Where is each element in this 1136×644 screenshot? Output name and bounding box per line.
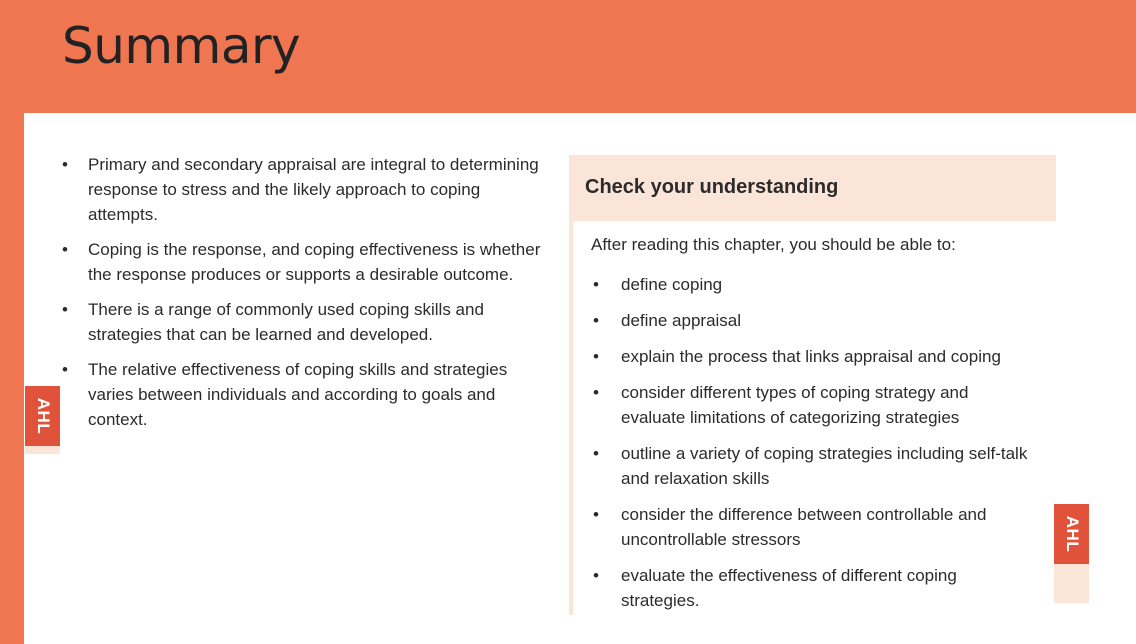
bullet-icon: • xyxy=(62,240,68,259)
ahl-tag-left-marker xyxy=(25,386,60,446)
bullet-icon: • xyxy=(62,360,68,379)
summary-item-text: The relative effectiveness of coping skills and strategies varies between individuals and according to goals and context. xyxy=(88,360,508,429)
summary-list xyxy=(62,152,552,442)
bullet-icon: • xyxy=(593,275,599,294)
summary-item-text: Coping is the response, and coping effectiveness is whether the response produces or supports a desirable outcome. xyxy=(88,240,541,284)
bullet-icon: • xyxy=(62,300,68,319)
bullet-icon: • xyxy=(593,311,599,330)
bullet-icon: • xyxy=(62,155,68,174)
objective-item-text: consider the difference between controllable and uncontrollable stressors xyxy=(621,505,987,549)
check-understanding-header xyxy=(569,155,1056,221)
ahl-tag-right-label: AHL xyxy=(1062,515,1082,553)
ahl-tag-left xyxy=(25,386,60,454)
objective-item-text: define appraisal xyxy=(621,311,742,330)
summary-item xyxy=(62,357,552,432)
check-understanding-intro: After reading this chapter, you should be able to: xyxy=(591,235,956,254)
check-understanding-list xyxy=(593,272,1033,624)
objective-item xyxy=(593,502,1033,552)
check-understanding-panel xyxy=(569,155,1056,615)
header-band xyxy=(0,0,1136,113)
page-title: Summary xyxy=(62,17,301,75)
objective-item-text: consider different types of coping strategy and evaluate limitations of categorizing strategies xyxy=(621,383,969,427)
left-margin-stripe xyxy=(0,113,24,644)
summary-item xyxy=(62,152,552,227)
summary-item xyxy=(62,297,552,347)
check-understanding-title: Check your understanding xyxy=(585,176,839,198)
ahl-tag-left-label: AHL xyxy=(33,397,53,435)
objective-item xyxy=(593,563,1033,613)
summary-item-text: Primary and secondary appraisal are integral to determining response to stress and the likely approach to coping attempts. xyxy=(88,155,539,224)
bullet-icon: • xyxy=(593,566,599,585)
bullet-icon: • xyxy=(593,383,599,402)
ahl-tag-right-marker xyxy=(1054,504,1089,564)
bullet-icon: • xyxy=(593,347,599,366)
ahl-tag-right xyxy=(1054,504,1089,603)
bullet-icon: • xyxy=(593,444,599,463)
objective-item-text: define coping xyxy=(621,275,723,294)
objective-item-text: explain the process that links appraisal and coping xyxy=(621,347,1001,366)
bullet-icon: • xyxy=(593,505,599,524)
objective-item xyxy=(593,344,1033,369)
objective-item xyxy=(593,272,1033,297)
summary-item xyxy=(62,237,552,287)
objective-item-text: outline a variety of coping strategies including self-talk and relaxation skills xyxy=(621,444,1028,488)
objective-item xyxy=(593,380,1033,430)
summary-item-text: There is a range of commonly used coping skills and strategies that can be learned and developed. xyxy=(88,300,484,344)
objective-item xyxy=(593,308,1033,333)
objective-item xyxy=(593,441,1033,491)
objective-item-text: evaluate the effectiveness of different coping strategies. xyxy=(621,566,957,610)
